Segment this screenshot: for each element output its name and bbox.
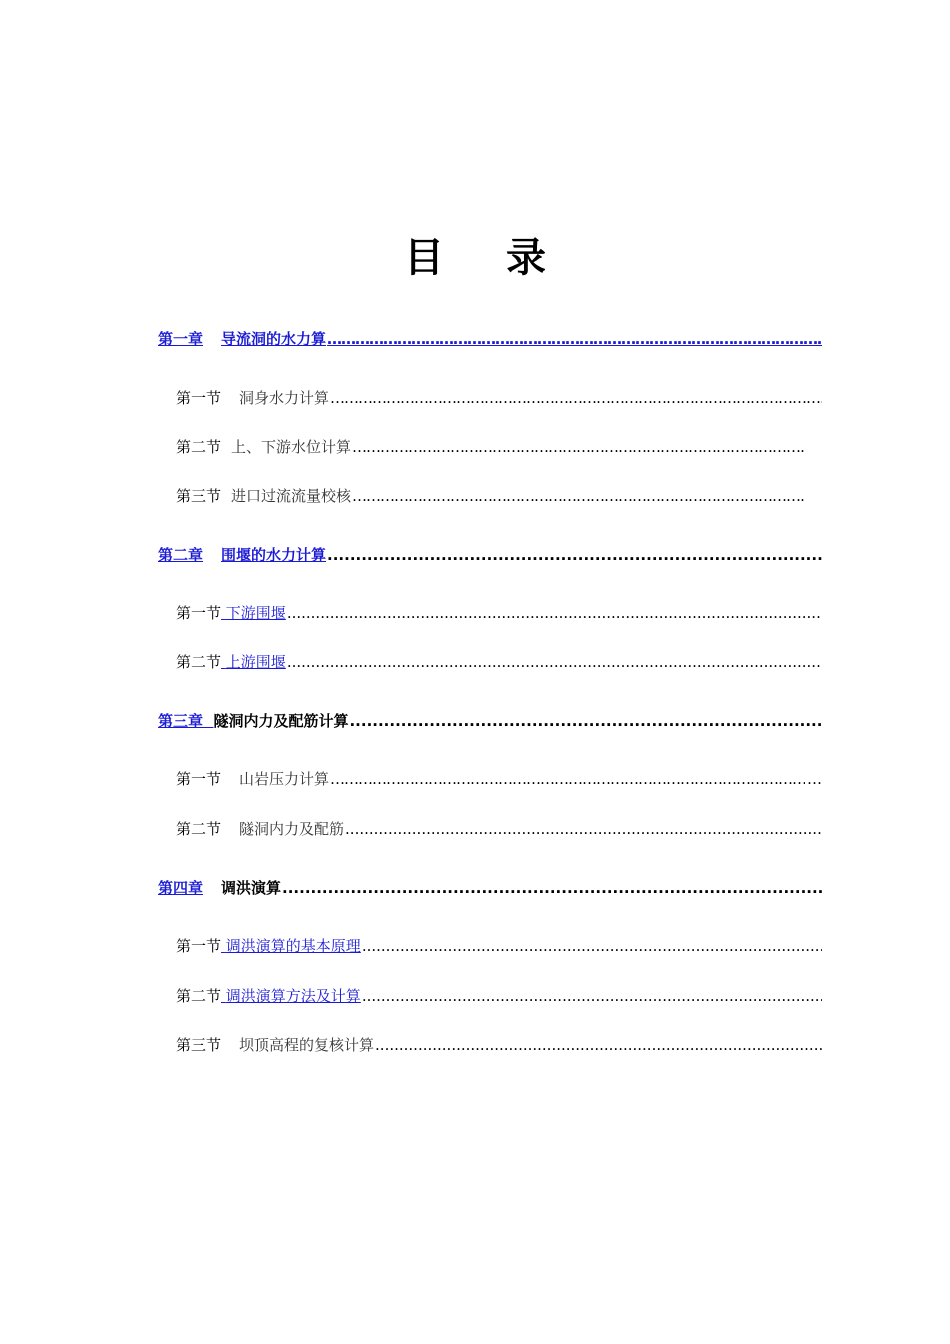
toc-leader (287, 604, 822, 622)
toc-chapter-1[interactable] (158, 328, 822, 349)
chapter-title[interactable]: 导流洞的水力算 (221, 330, 327, 348)
leader-tail: … (807, 770, 822, 788)
page-title: 目 录 (404, 235, 570, 281)
toc-leader (349, 712, 822, 730)
section-title[interactable]: 调洪演算的基本原理 (225, 937, 361, 955)
toc-leader (362, 987, 822, 1005)
section-title: 上、下游水位计算 (231, 438, 352, 456)
toc-chapter-2[interactable] (158, 544, 822, 565)
section-label: 第一节 (176, 389, 222, 407)
section-title[interactable]: 下游围堰 (225, 604, 286, 622)
toc-section-2-2[interactable] (176, 651, 822, 672)
toc-section-1-2[interactable] (176, 436, 804, 457)
section-label: 第三节 (176, 487, 222, 505)
section-label: 第二节 (176, 820, 222, 838)
section-title: 坝顶高程的复核计算 (239, 1036, 375, 1054)
chapter-label[interactable]: 第四章 (158, 879, 204, 897)
section-label: 第三节 (176, 1036, 222, 1054)
toc-leader (375, 1036, 822, 1054)
section-label: 第一节 (176, 770, 222, 788)
toc-leader (345, 820, 822, 838)
section-label: 第一节 (176, 937, 222, 955)
toc-section-4-1[interactable] (176, 935, 822, 956)
toc-leader (352, 487, 804, 505)
toc-leader (352, 438, 804, 456)
section-title: 进口过流流量校核 (231, 487, 352, 505)
toc-section-1-3[interactable] (176, 485, 804, 506)
section-title: 洞身水力计算 (239, 389, 330, 407)
toc-leader (327, 330, 822, 348)
toc-section-4-3[interactable] (176, 1034, 822, 1055)
section-label: 第二节 (176, 653, 222, 671)
toc-leader (330, 770, 805, 788)
chapter-label[interactable]: 第二章 (158, 546, 204, 564)
section-title: 山岩压力计算 (239, 770, 330, 788)
section-label: 第二节 (176, 987, 222, 1005)
section-label: 第一节 (176, 604, 222, 622)
toc-leader (287, 653, 822, 671)
section-title: 隧洞内力及配筋 (239, 820, 345, 838)
toc-leader (327, 546, 822, 564)
chapter-label[interactable]: 第一章 (158, 330, 204, 348)
chapter-title[interactable]: 围堰的水力计算 (221, 546, 327, 564)
toc-section-4-2[interactable] (176, 985, 822, 1006)
toc-leader (330, 389, 822, 407)
toc-chapter-4[interactable] (158, 877, 822, 898)
section-label: 第二节 (176, 438, 222, 456)
section-title[interactable]: 调洪演算方法及计算 (225, 987, 361, 1005)
chapter-title: 隧洞内力及配筋计算 (213, 712, 349, 730)
chapter-title: 调洪演算 (221, 879, 282, 897)
section-title[interactable]: 上游围堰 (225, 653, 286, 671)
toc-leader (282, 879, 822, 897)
toc-section-3-2[interactable] (176, 818, 822, 839)
chapter-label[interactable]: 第三章 (158, 712, 204, 730)
toc-section-1-1[interactable] (176, 387, 822, 408)
toc-leader (362, 937, 822, 955)
toc-section-2-1[interactable] (176, 602, 822, 623)
toc-chapter-3[interactable] (158, 710, 822, 731)
toc-section-3-1[interactable] (176, 768, 822, 789)
